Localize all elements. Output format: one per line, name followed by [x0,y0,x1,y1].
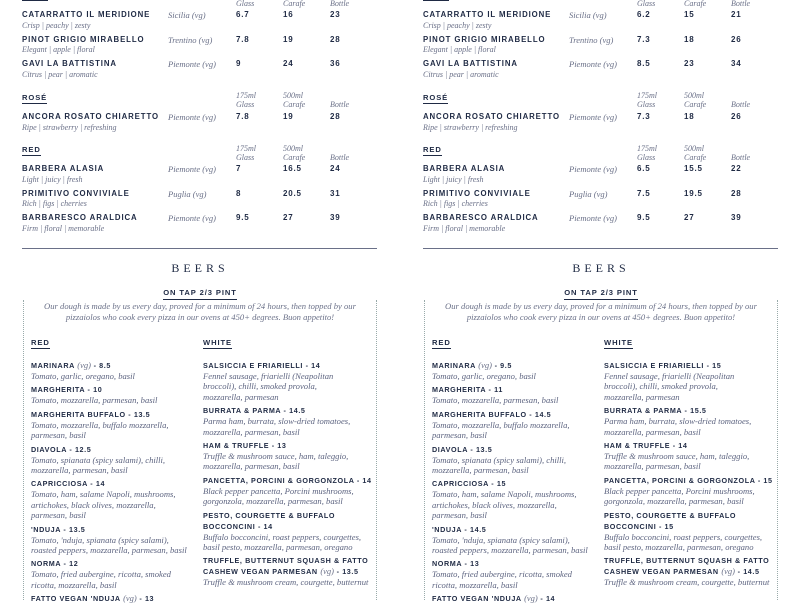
pizza-title [604,475,776,486]
pizza-column-red [31,332,199,607]
pizza-description: Tomato, fried aubergine, ricotta, smoked ricotta, mozzarella, basil [432,569,572,590]
wine-name: PRIMITIVO CONVIVIALE [22,188,130,198]
pizza-title [432,409,600,420]
wine-name: GAVI LA BATTISTINA [423,59,518,68]
wine-notes: Elegant | apple | floral [22,45,95,54]
price-bottle: 39 [330,213,341,222]
wine-notes: Crisp | peachy | zesty [423,20,492,30]
pizza-title [31,409,199,420]
beers-heading: BEERS [572,261,630,275]
pizza-name: SALSICCIA E FRIARIELLI [604,361,704,370]
pizza-price: - 8.5 [93,361,111,370]
pizza-title [203,405,375,416]
price-glass: 7.8 [236,112,250,121]
pizza-price: - 14 [257,521,273,531]
carafe-size-label: 500ml [684,91,704,100]
section-red-heading: RED [22,145,41,154]
pizza-name: MARINARA [31,361,75,370]
pizza-item [31,478,199,520]
wine-name: BARBARESCO ARALDICA [22,213,138,222]
carafe-label: Carafe [684,0,707,8]
pizza-price: - 15 [706,361,722,370]
wine-region: Sicilia (vg) [168,10,206,20]
pizza-title [432,444,600,455]
pizza-price: - 13 [464,559,480,569]
wine-name: BARBERA ALASIA [423,164,506,173]
pizza-name: SALSICCIA E FRIARIELLI [203,361,303,370]
price-bottle: 28 [330,34,341,44]
price-carafe: 19 [283,112,294,121]
pizza-description: Truffle & mushroom sauce, ham, taleggio, mozzarella, parmesan, basil [203,451,349,472]
pizza-item [31,444,199,476]
pizza-title [31,478,199,489]
wine-region: Trentino (vg) [168,34,213,45]
wine-notes: Rich | figs | cherries [423,199,488,208]
pizza-item [203,510,375,553]
wine-region: Piemonte (vg) [569,59,617,69]
wine-notes: Light | juicy | fresh [22,174,83,184]
pizza-title [203,475,375,486]
pizza-title [203,360,375,371]
pizza-name: TRUFFLE, BUTTERNUT SQUASH & FATTO CASHEW VEGAN PARMESAN [604,556,770,577]
pizza-name: PESTO, COURGETTE & BUFFALO BOCCONCINI [203,510,336,531]
wine-name: ANCORA ROSATO CHIARETTO [22,112,159,121]
pizza-title [203,440,375,451]
bottle-label: Bottle [731,153,751,162]
wine-notes: Firm | floral | memorable [22,223,105,233]
price-bottle: 34 [731,59,742,68]
pizza-description: Tomato, 'nduja, spianata (spicy salami), roasted peppers, mozzarella, parmesan, basil [31,534,187,556]
pizza-description: Black pepper pancetta, Porcini mushrooms, gorgonzola, mozzarella, parmesan, basil [203,485,354,507]
on-tap [401,282,800,300]
pizza-item [432,444,600,476]
pizza-section-heading: WHITE [203,338,232,347]
pizza-item [203,475,375,507]
carafe-size-label: 500ml [684,144,704,153]
price-bottle: 23 [330,10,341,19]
glass-size-label: 175ml [637,91,657,100]
pizza-description: Tomato, ham, salame Napoli, mushrooms, artichokes, black olives, mozzarella, parmesan, basil [31,489,176,521]
price-carafe: 16 [283,10,294,19]
pizza-section-heading: RED [432,338,451,347]
price-glass: 7.5 [637,188,651,198]
wine-region: Piemonte (vg) [168,213,216,223]
carafe-label: Carafe [684,100,707,109]
wine-region: Trentino (vg) [569,34,614,45]
pizza-item [432,558,600,590]
glass-label: Glass [236,153,255,162]
menu-page [401,0,800,604]
pizza-description: Parma ham, burrata, slow-dried tomatoes, mozzarella, parmesan, basil [203,416,351,437]
divider [423,248,778,249]
price-bottle: 31 [330,188,341,198]
pizza-title [31,360,199,371]
price-glass: 8.5 [637,59,651,68]
price-carafe: 23 [684,59,695,68]
price-carafe: 15 [684,10,695,19]
pizza-item [31,524,199,556]
pizza-description: Tomato, garlic, oregano, basil [31,371,135,381]
price-glass: 6.2 [637,10,651,19]
glass-label: Glass [236,0,255,8]
pizza-name: BURRATA & PARMA [604,406,682,416]
pizza-title [604,405,776,416]
pizza-price: - 13 [271,441,287,451]
pizza-name: FATTO VEGAN 'NDUJA [432,594,522,604]
pizza-price: - 12 [63,559,79,569]
bottle-label: Bottle [330,0,350,8]
pizza-title [432,558,600,569]
pizza-name: NORMA [432,559,462,569]
pizza-price: - 13.5 [470,444,493,454]
pizza-description: Tomato, ham, salame Napoli, mushrooms, artichokes, black olives, mozzarella, parmesan, basil [432,489,577,521]
pizza-title [31,384,199,395]
pizza-item [604,440,776,472]
wine-region: Piemonte (vg) [569,112,617,122]
menu-page [0,0,400,604]
pizza-item [432,524,600,556]
section-red-heading: RED [423,145,442,154]
pizza-title [203,555,375,577]
pizza-section-heading: RED [31,338,50,347]
pizza-description: Truffle & mushroom sauce, ham, taleggio, mozzarella, parmesan, basil [604,451,750,472]
intro-text: Our dough is made by us every day, proved for a minimum of 24 hours, then topped by our pizzaiolos who cook every pizza in our ovens at 450+ degrees. Buon appetito! [44,301,356,322]
wine-notes: Firm | floral | memorable [423,223,506,233]
pizza-description: Tomato, 'nduja, spianata (spicy salami), roasted peppers, mozzarella, parmesan, basil [432,534,588,556]
pizza-price: - 13.5 [63,524,86,534]
wine-name: PRIMITIVO CONVIVIALE [423,188,531,198]
pizza-name: DIAVOLA [31,444,67,454]
divider [22,248,377,249]
wine-region: Puglia (vg) [569,188,608,199]
wine-region: Puglia (vg) [168,188,207,199]
pizza-description: Tomato, mozzarella, parmesan, basil [31,395,158,406]
pizza-title [432,384,600,395]
carafe-label: Carafe [684,153,707,162]
pizza-description: Parma ham, burrata, slow-dried tomatoes, mozzarella, parmesan, basil [604,416,752,437]
pizza-item [31,360,199,381]
pizza-item [432,478,600,520]
pizza-price: - 14 [672,441,688,451]
pizza-description: Tomato, fried aubergine, ricotta, smoked ricotta, mozzarella, basil [31,569,171,590]
pizza-name: DIAVOLA [432,444,468,454]
wine-notes: Citrus | pear | aromatic [423,69,499,79]
price-glass: 9 [236,59,242,68]
pizza-description: Fennel sausage, friarielli (Neapolitan broccoli), chilli, smoked provola, mozzarella, parmesan [203,371,334,402]
price-carafe: 27 [283,213,294,222]
bottle-label: Bottle [330,153,350,162]
pizza-price: - 14 [356,475,372,485]
pizza-description: Black pepper pancetta, Porcini mushrooms, gorgonzola, mozzarella, parmesan, basil [604,485,755,507]
wine-notes: Rich | figs | cherries [22,199,87,208]
pizza-price: - 14.5 [283,406,306,416]
pizza-title [604,555,776,577]
pizza-item [604,405,776,437]
pizza-description: Tomato, mozzarella, buffalo mozzarella, parmesan, basil [432,419,570,441]
price-bottle: 26 [731,112,742,121]
wine-name: CATARRATTO IL MERIDIONE [423,10,552,19]
pizza-name: MARINARA [432,361,476,370]
pizza-section-heading: WHITE [604,338,633,347]
wine-region: Piemonte (vg) [569,213,617,223]
wine-region: Piemonte (vg) [168,164,216,174]
pizza-item [203,360,375,402]
pizza-title [31,524,199,535]
price-bottle: 36 [330,59,341,68]
price-glass: 7.3 [637,34,651,44]
carafe-size-label: 500ml [283,91,303,100]
wine-notes: Ripe | strawberry | refreshing [22,122,117,132]
pizza-item [31,409,199,441]
price-carafe: 19.5 [684,188,703,198]
glass-label: Glass [637,100,656,109]
price-glass: 7 [236,164,242,173]
wine-name: ANCORA ROSATO CHIARETTO [423,112,560,121]
price-carafe: 15.5 [684,164,703,173]
pizza-name: 'NDUJA [31,524,61,534]
pizza-title [604,360,776,371]
pizza-item [604,510,776,553]
pizza-price: - 14.5 [737,567,760,577]
pizza-price: - 13.5 [128,409,151,419]
pizza-item [432,384,600,405]
pizza-name: CAPRICCIOSA [432,479,489,489]
pizza-name: BURRATA & PARMA [203,406,281,416]
pizza-price: - 9.5 [494,361,512,370]
pizza-name: CAPRICCIOSA [31,479,88,489]
pizza-title [432,524,600,535]
pizza-description: Buffalo bocconcini, roast peppers, courgettes, basil pesto, mozzarella, parmesan, oregano [604,531,763,553]
pizza-price: - 15.5 [684,406,707,416]
pizza-item [604,360,776,402]
section-underline [423,0,449,1]
wine-notes: Ripe | strawberry | refreshing [423,122,518,132]
pizza-name: MARGHERITA [31,385,85,395]
price-carafe: 18 [684,112,695,121]
pizza-item [604,555,776,587]
wine-notes: Elegant | apple | floral [423,45,496,54]
vegan-tag: (vg) [77,360,91,370]
wine-notes: Citrus | pear | aromatic [22,69,98,79]
wine-notes: Light | juicy | fresh [423,174,484,184]
pizza-price: - 14.5 [529,409,552,419]
wine-name: PINOT GRIGIO MIRABELLO [22,34,145,44]
price-carafe: 19 [283,34,294,44]
pizza-description: Tomato, garlic, oregano, basil [432,371,536,381]
carafe-label: Carafe [283,153,306,162]
price-carafe: 20.5 [283,188,302,198]
on-tap [0,282,400,300]
carafe-size-label: 500ml [283,144,303,153]
wine-region: Piemonte (vg) [569,164,617,174]
price-glass: 6.5 [637,164,651,173]
vegan-tag: (vg) [524,593,538,604]
pizza-name: FATTO VEGAN 'NDUJA [31,594,121,604]
pizza-price: - 13 [139,594,155,604]
pizza-item [203,440,375,472]
pizza-title [432,360,600,371]
pizza-column-red [432,332,600,607]
pizza-price: - 15 [491,479,507,489]
pizza-description: Buffalo bocconcini, roast peppers, courgettes, basil pesto, mozzarella, parmesan, oregano [203,531,362,553]
price-bottle: 28 [731,188,742,198]
pizza-item [31,384,199,405]
on-tap-heading: ON TAP 2/3 PINT [564,288,638,300]
glass-label: Glass [236,100,255,109]
pizza-price: - 10 [87,385,103,395]
vegan-tag: (vg) [478,360,492,370]
pizza-price: - 13.5 [336,567,359,577]
pizza-title [604,510,776,532]
vegan-tag: (vg) [123,593,137,604]
pizza-item [604,475,776,507]
pizza-name: MARGHERITA [432,385,486,395]
price-carafe: 24 [283,59,294,68]
price-bottle: 28 [330,112,341,121]
price-bottle: 26 [731,34,742,44]
pizza-name: 'NDUJA [432,524,462,534]
pizza-name: TRUFFLE, BUTTERNUT SQUASH & FATTO CASHEW VEGAN PARMESAN [203,556,369,577]
pizza-price: - 14.5 [464,524,487,534]
pizza-price: - 12.5 [69,444,92,454]
price-carafe: 16.5 [283,164,302,173]
pizza-title [31,593,199,604]
pizza-title [604,440,776,451]
pizza-column-white [604,332,776,591]
section-rose-heading: ROSÉ [22,93,48,102]
wine-name: PINOT GRIGIO MIRABELLO [423,34,546,44]
wine-name: CATARRATTO IL MERIDIONE [22,10,151,19]
price-bottle: 24 [330,164,341,173]
wine-notes: Crisp | peachy | zesty [22,20,91,30]
pizza-column-white [203,332,375,591]
beers-heading: BEERS [171,261,229,275]
bottle-label: Bottle [731,100,751,109]
pizza-title [432,593,600,604]
price-glass: 6.7 [236,10,250,19]
pizza-name: PANCETTA, PORCINI & GORGONZOLA [203,475,355,485]
pizza-name: HAM & TRUFFLE [604,441,671,451]
price-glass: 7.8 [236,34,250,44]
pizza-item [432,593,600,604]
price-bottle: 39 [731,213,742,222]
pizza-title [31,444,199,455]
pizza-item [432,360,600,381]
wine-region: Piemonte (vg) [168,112,216,122]
price-glass: 8 [236,188,242,198]
pizza-name: PESTO, COURGETTE & BUFFALO BOCCONCINI [604,510,737,531]
glass-label: Glass [637,153,656,162]
pizza-description: Tomato, mozzarella, buffalo mozzarella, parmesan, basil [31,419,169,441]
vegan-tag: (vg) [721,566,735,577]
pizza-description: Tomato, mozzarella, parmesan, basil [432,395,559,406]
section-rose-heading: ROSÉ [423,93,449,102]
price-carafe: 18 [684,34,695,44]
pizza-name: NORMA [31,559,61,569]
pizza-description: Truffle & mushroom cream, courgette, butternut [203,577,369,588]
price-carafe: 27 [684,213,695,222]
wine-name: GAVI LA BATTISTINA [22,59,117,68]
pizza-name: PANCETTA, PORCINI & GORGONZOLA [604,475,756,485]
on-tap-heading: ON TAP 2/3 PINT [163,288,237,300]
pizza-price: - 14 [540,594,556,604]
price-glass: 9.5 [236,213,250,222]
glass-size-label: 175ml [637,144,657,153]
wine-region: Piemonte (vg) [168,59,216,69]
pizza-name: MARGHERITA BUFFALO [432,409,527,419]
pizza-description: Tomato, spianata (spicy salami), chilli, mozzarella, parmesan, basil [31,454,166,476]
pizza-price: - 11 [488,385,503,395]
glass-label: Glass [637,0,656,8]
price-bottle: 22 [731,164,742,173]
pizza-name: HAM & TRUFFLE [203,441,270,451]
pizza-price: - 15 [757,475,773,485]
pizza-item [31,558,199,590]
price-bottle: 21 [731,10,742,19]
wine-name: BARBERA ALASIA [22,164,105,173]
pizza-title [203,510,375,532]
vegan-tag: (vg) [320,566,334,577]
pizza-price: - 14 [305,361,321,370]
bottle-label: Bottle [731,0,751,8]
carafe-label: Carafe [283,0,306,8]
section-underline [22,0,48,1]
pizza-price: - 15 [658,521,674,531]
pizza-item [203,405,375,437]
pizza-description: Tomato, spianata (spicy salami), chilli, mozzarella, parmesan, basil [432,454,567,476]
pizza-description: Fennel sausage, friarielli (Neapolitan broccoli), chilli, smoked provola, mozzarella, parmesan [604,371,735,402]
bottle-label: Bottle [330,100,350,109]
pizza-item [31,593,199,604]
carafe-label: Carafe [283,100,306,109]
price-glass: 9.5 [637,213,651,222]
glass-size-label: 175ml [236,144,256,153]
wine-region: Sicilia (vg) [569,10,607,20]
pizza-item [203,555,375,587]
pizza-title [432,478,600,489]
pizza-name: MARGHERITA BUFFALO [31,409,126,419]
pizza-item [432,409,600,441]
intro-text: Our dough is made by us every day, proved for a minimum of 24 hours, then topped by our pizzaiolos who cook every pizza in our ovens at 450+ degrees. Buon appetito! [445,301,757,322]
pizza-title [31,558,199,569]
pizza-description: Truffle & mushroom cream, courgette, butternut [604,577,770,588]
wine-name: BARBARESCO ARALDICA [423,213,539,222]
glass-size-label: 175ml [236,91,256,100]
price-glass: 7.3 [637,112,651,121]
pizza-price: - 14 [90,479,106,489]
